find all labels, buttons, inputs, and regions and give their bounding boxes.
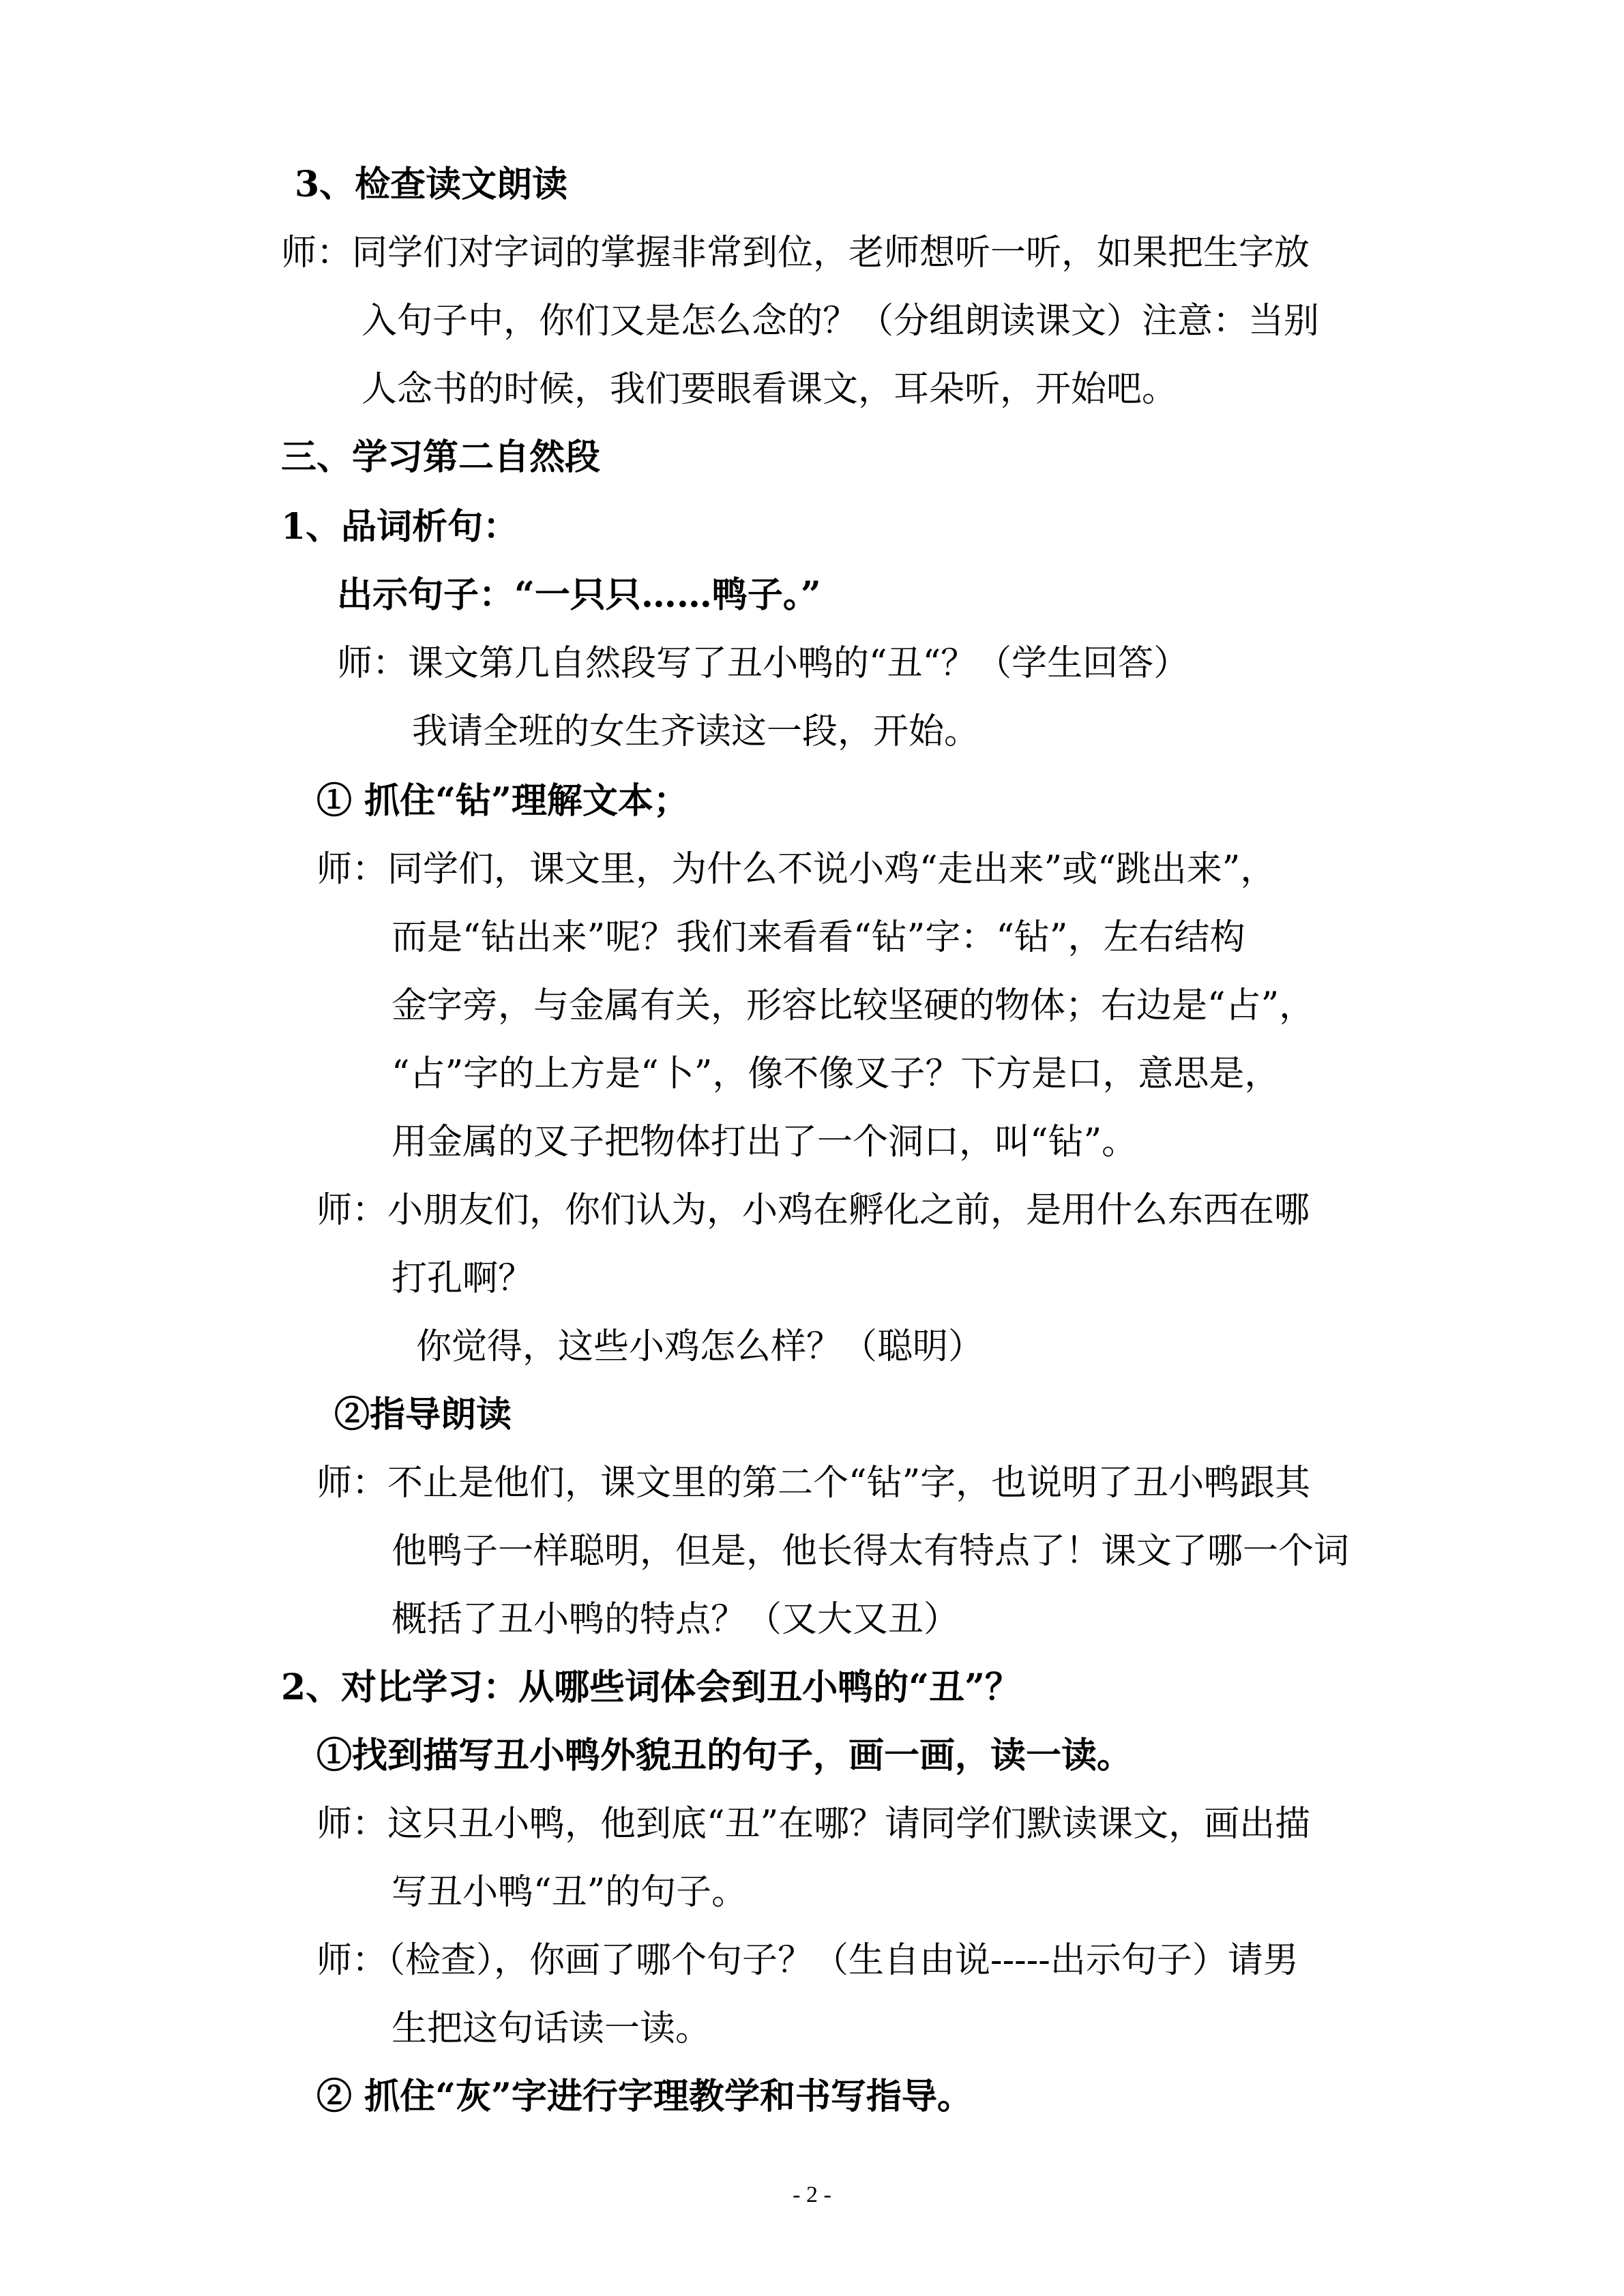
paragraph-line: 师：同学们对字词的掌握非常到位，老师想听一听，如果把生字放 [281,233,1310,273]
paragraph-line: 写丑小鸭“丑”的句子。 [392,1872,748,1913]
paragraph-line: 而是“钻出来”呢？我们来看看“钻”字：“钻”，左右结构 [392,917,1245,958]
paragraph-line: 师：小朋友们，你们认为，小鸡在孵化之前，是用什么东西在哪 [316,1190,1310,1231]
subsection-heading: ② 抓住“灰”字进行字理教学和书写指导。 [316,2076,973,2117]
paragraph-line: 生把这句话读一读。 [392,2008,711,2049]
subsection-heading: ①找到描写丑小鸭外貌丑的句子，画一画，读一读。 [316,1735,1133,1776]
subsection-heading: 出示句子：“一只只……鸭子。” [337,574,821,616]
page-number: - 2 - [793,2182,831,2207]
subsection-heading: ②指导朗读 [334,1394,512,1435]
paragraph-line: 师：这只丑小鸭，他到底“丑”在哪？请同学们默读课文，画出描 [316,1804,1311,1845]
paragraph-line: 概括了丑小鸭的特点？（又大又丑） [392,1599,960,1640]
paragraph-line: 师：（检查），你画了哪个句子？（生自由说-----出示句子）请男 [316,1940,1299,1981]
paragraph-line: 我请全班的女生齐读这一段，开始。 [412,711,980,752]
subsection-heading: 1、品词析句： [281,506,519,548]
section-heading: 3、检查读文朗读 [295,164,568,205]
subsection-heading: 2、对比学习：从哪些词体会到丑小鸭的“丑”？ [281,1667,1021,1708]
section-heading: 三、学习第二自然段 [281,436,601,478]
paragraph-line: 师：不止是他们，课文里的第二个“钻”字，也说明了丑小鸭跟其 [316,1463,1311,1504]
subsection-heading: ① 抓住“钻”理解文本； [316,780,689,822]
paragraph-line: 金字旁，与金属有关，形容比较坚硬的物体；右边是“占”， [392,985,1315,1026]
paragraph-line: 打孔啊？ [392,1258,534,1299]
paragraph-line: 师：同学们，课文里，为什么不说小鸡“走出来”或“跳出来”， [316,849,1276,890]
paragraph-line: 入句子中，你们又是怎么念的？（分组朗读课文）注意：当别 [361,301,1320,342]
paragraph-line: 用金属的叉子把物体打出了一个洞口，叫“钻”。 [392,1122,1138,1163]
paragraph-line: 人念书的时候，我们要眼看课文，耳朵听，开始吧。 [361,369,1178,410]
paragraph-line: 你觉得，这些小鸡怎么样？（聪明） [416,1326,984,1367]
paragraph-line: 他鸭子一样聪明，但是，他长得太有特点了！课文了哪一个词 [392,1531,1350,1572]
paragraph-line: “占”字的上方是“卜”，像不像叉子？下方是口，意思是， [392,1054,1280,1094]
paragraph-line: 师：课文第几自然段写了丑小鸭的“丑“？（学生回答） [337,643,1190,684]
